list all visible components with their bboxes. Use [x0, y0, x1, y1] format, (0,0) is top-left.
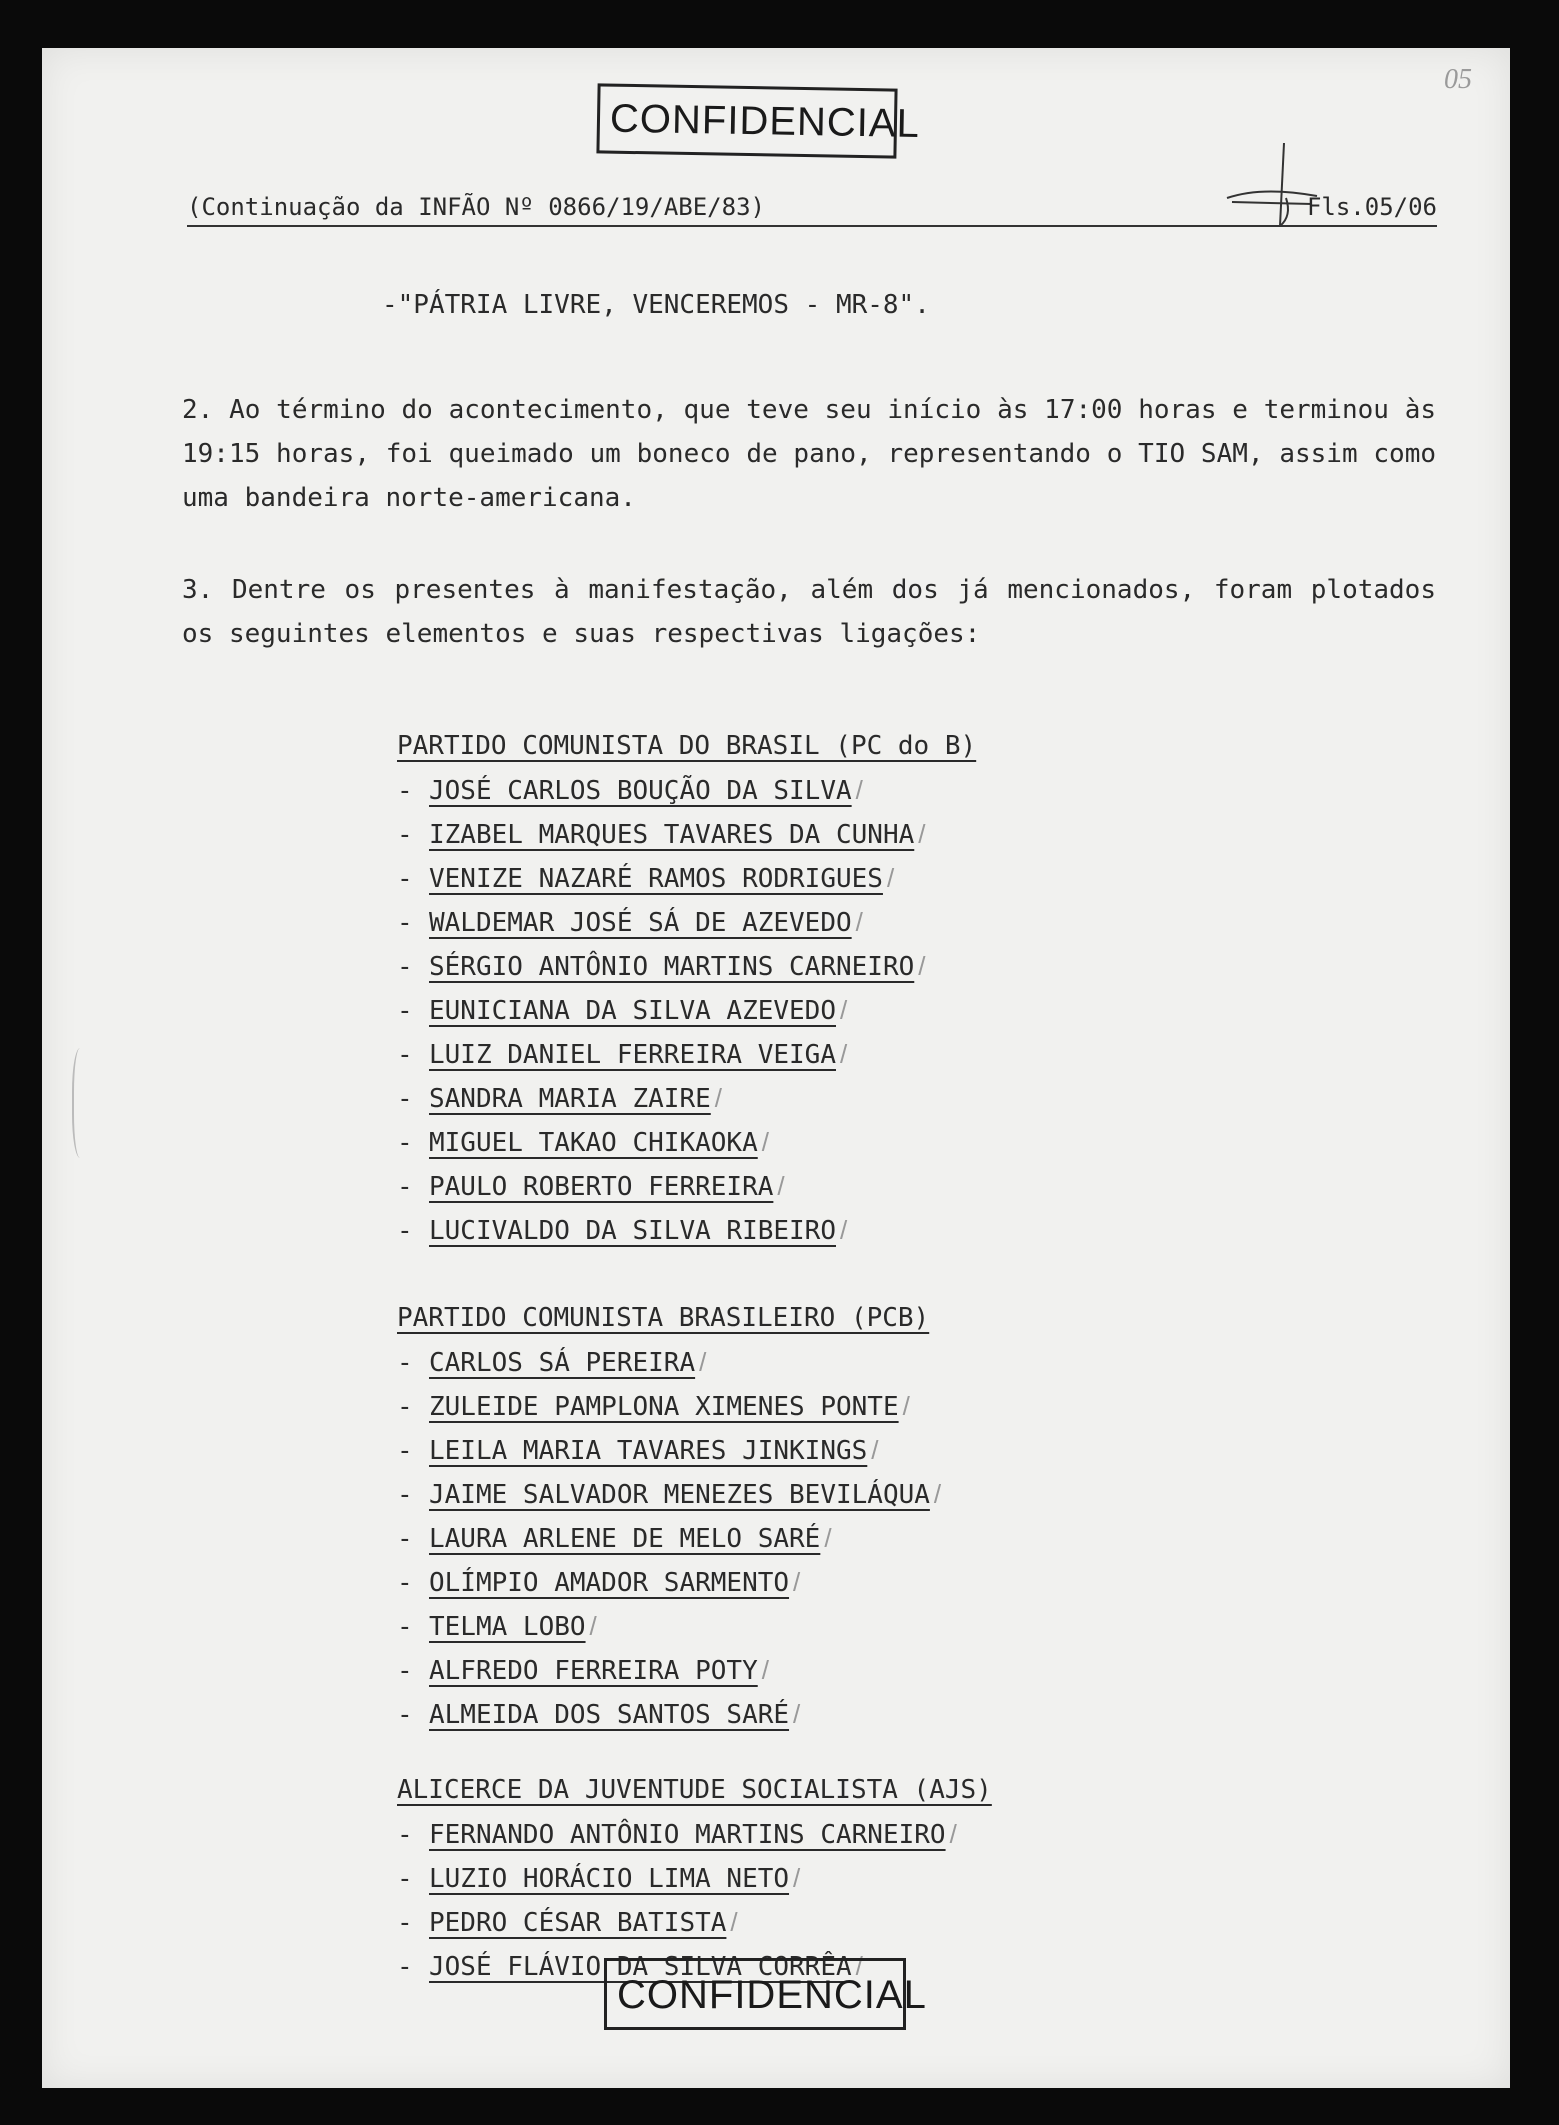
list-item: - SANDRA MARIA ZAIRE / [397, 1083, 722, 1114]
list-item: - PAULO ROBERTO FERREIRA / [397, 1171, 785, 1202]
list-item: - WALDEMAR JOSÉ SÁ DE AZEVEDO / [397, 907, 863, 938]
section-ajs [397, 1768, 992, 1988]
person-name: LUZIO HORÁCIO LIMA NETO [429, 1864, 790, 1894]
list-item: - LUZIO HORÁCIO LIMA NETO / [397, 1863, 801, 1894]
person-name: CARLOS SÁ PEREIRA [429, 1348, 696, 1378]
confidential-stamp-top: CONFIDENCIAL [596, 83, 897, 158]
list-item: - JOSÉ FLÁVIO DA SILVA CORRÊA / [397, 1951, 863, 1982]
person-name: ZULEIDE PAMPLONA XIMENES PONTE [429, 1392, 899, 1422]
header-reference: (Continuação da INFÃO Nº 0866/19/ABE/83) [187, 193, 765, 221]
person-name: PAULO ROBERTO FERREIRA [429, 1172, 774, 1202]
person-name: SÉRGIO ANTÔNIO MARTINS CARNEIRO [429, 952, 915, 982]
list-item: - OLÍMPIO AMADOR SARMENTO / [397, 1567, 801, 1598]
list-item: - IZABEL MARQUES TAVARES DA CUNHA / [397, 819, 926, 850]
section-pcb [397, 1296, 941, 1736]
person-name: VENIZE NAZARÉ RAMOS RODRIGUES [429, 864, 883, 894]
person-name: LEILA MARIA TAVARES JINKINGS [429, 1436, 868, 1466]
section-title: ALICERCE DA JUVENTUDE SOCIALISTA (AJS) [397, 1775, 992, 1805]
list-item: - PEDRO CÉSAR BATISTA / [397, 1907, 738, 1938]
list-item: - JAIME SALVADOR MENEZES BEVILÁQUA / [397, 1479, 942, 1510]
confidential-stamp-bottom: CONFIDENCIAL [604, 1958, 906, 2030]
person-name: LUIZ DANIEL FERREIRA VEIGA [429, 1040, 836, 1070]
list-item: - FERNANDO ANTÔNIO MARTINS CARNEIRO / [397, 1819, 957, 1850]
person-name: FERNANDO ANTÔNIO MARTINS CARNEIRO [429, 1820, 946, 1850]
person-name: JAIME SALVADOR MENEZES BEVILÁQUA [429, 1480, 930, 1510]
list-item: - LUCIVALDO DA SILVA RIBEIRO / [397, 1215, 848, 1246]
name-list [397, 768, 976, 1252]
person-name: TELMA LOBO [429, 1612, 586, 1642]
list-item: - SÉRGIO ANTÔNIO MARTINS CARNEIRO / [397, 951, 926, 982]
list-item: - LAURA ARLENE DE MELO SARÉ / [397, 1523, 832, 1554]
person-name: LAURA ARLENE DE MELO SARÉ [429, 1524, 821, 1554]
list-item: - JOSÉ CARLOS BOUÇÃO DA SILVA / [397, 775, 863, 806]
header-page-count: Fls.05/06 [1306, 193, 1437, 221]
person-name: LUCIVALDO DA SILVA RIBEIRO [429, 1216, 836, 1246]
section-title: PARTIDO COMUNISTA DO BRASIL (PC do B) [397, 731, 977, 761]
person-name: ALMEIDA DOS SANTOS SARÉ [429, 1700, 790, 1730]
person-name: PEDRO CÉSAR BATISTA [429, 1908, 727, 1938]
list-item: - LUIZ DANIEL FERREIRA VEIGA / [397, 1039, 848, 1070]
page-corner-number: 05 [1444, 64, 1472, 95]
list-item: - MIGUEL TAKAO CHIKAOKA / [397, 1127, 769, 1158]
list-item: - CARLOS SÁ PEREIRA / [397, 1347, 707, 1378]
motto-line: -"PÁTRIA LIVRE, VENCEREMOS - MR-8". [382, 290, 930, 320]
list-item: - TELMA LOBO / [397, 1611, 597, 1642]
document-header [187, 193, 1437, 227]
person-name: JOSÉ CARLOS BOUÇÃO DA SILVA [429, 776, 852, 806]
page-edge-mark [72, 1048, 92, 1158]
list-item: - LEILA MARIA TAVARES JINKINGS / [397, 1435, 879, 1466]
person-name: WALDEMAR JOSÉ SÁ DE AZEVEDO [429, 908, 852, 938]
list-item: - ALFREDO FERREIRA POTY / [397, 1655, 769, 1686]
paragraph-2: 2. Ao término do acontecimento, que teve seu início às 17:00 horas e terminou às 19:15 horas, foi queimado um boneco de pano, representando o TIO SAM, assim como uma bandeira norte-americana. [182, 395, 1436, 513]
paragraph-3: 3. Dentre os presentes à manifestação, além dos já mencionados, foram plotados os seguintes elementos e suas respectivas ligações: [182, 575, 1436, 649]
list-item: - EUNICIANA DA SILVA AZEVEDO / [397, 995, 848, 1026]
list-item: - ZULEIDE PAMPLONA XIMENES PONTE / [397, 1391, 910, 1422]
person-name: IZABEL MARQUES TAVARES DA CUNHA [429, 820, 915, 850]
person-name: ALFREDO FERREIRA POTY [429, 1656, 758, 1686]
name-list [397, 1340, 941, 1736]
person-name: SANDRA MARIA ZAIRE [429, 1084, 711, 1114]
person-name: EUNICIANA DA SILVA AZEVEDO [429, 996, 836, 1026]
document-page [42, 48, 1510, 2088]
person-name: MIGUEL TAKAO CHIKAOKA [429, 1128, 758, 1158]
list-item: - ALMEIDA DOS SANTOS SARÉ / [397, 1699, 801, 1730]
person-name: JOSÉ FLÁVIO DA SILVA CORRÊA [429, 1952, 852, 1982]
section-pc-do-b [397, 724, 976, 1252]
section-title: PARTIDO COMUNISTA BRASILEIRO (PCB) [397, 1303, 930, 1333]
person-name: OLÍMPIO AMADOR SARMENTO [429, 1568, 790, 1598]
list-item: - VENIZE NAZARÉ RAMOS RODRIGUES / [397, 863, 895, 894]
